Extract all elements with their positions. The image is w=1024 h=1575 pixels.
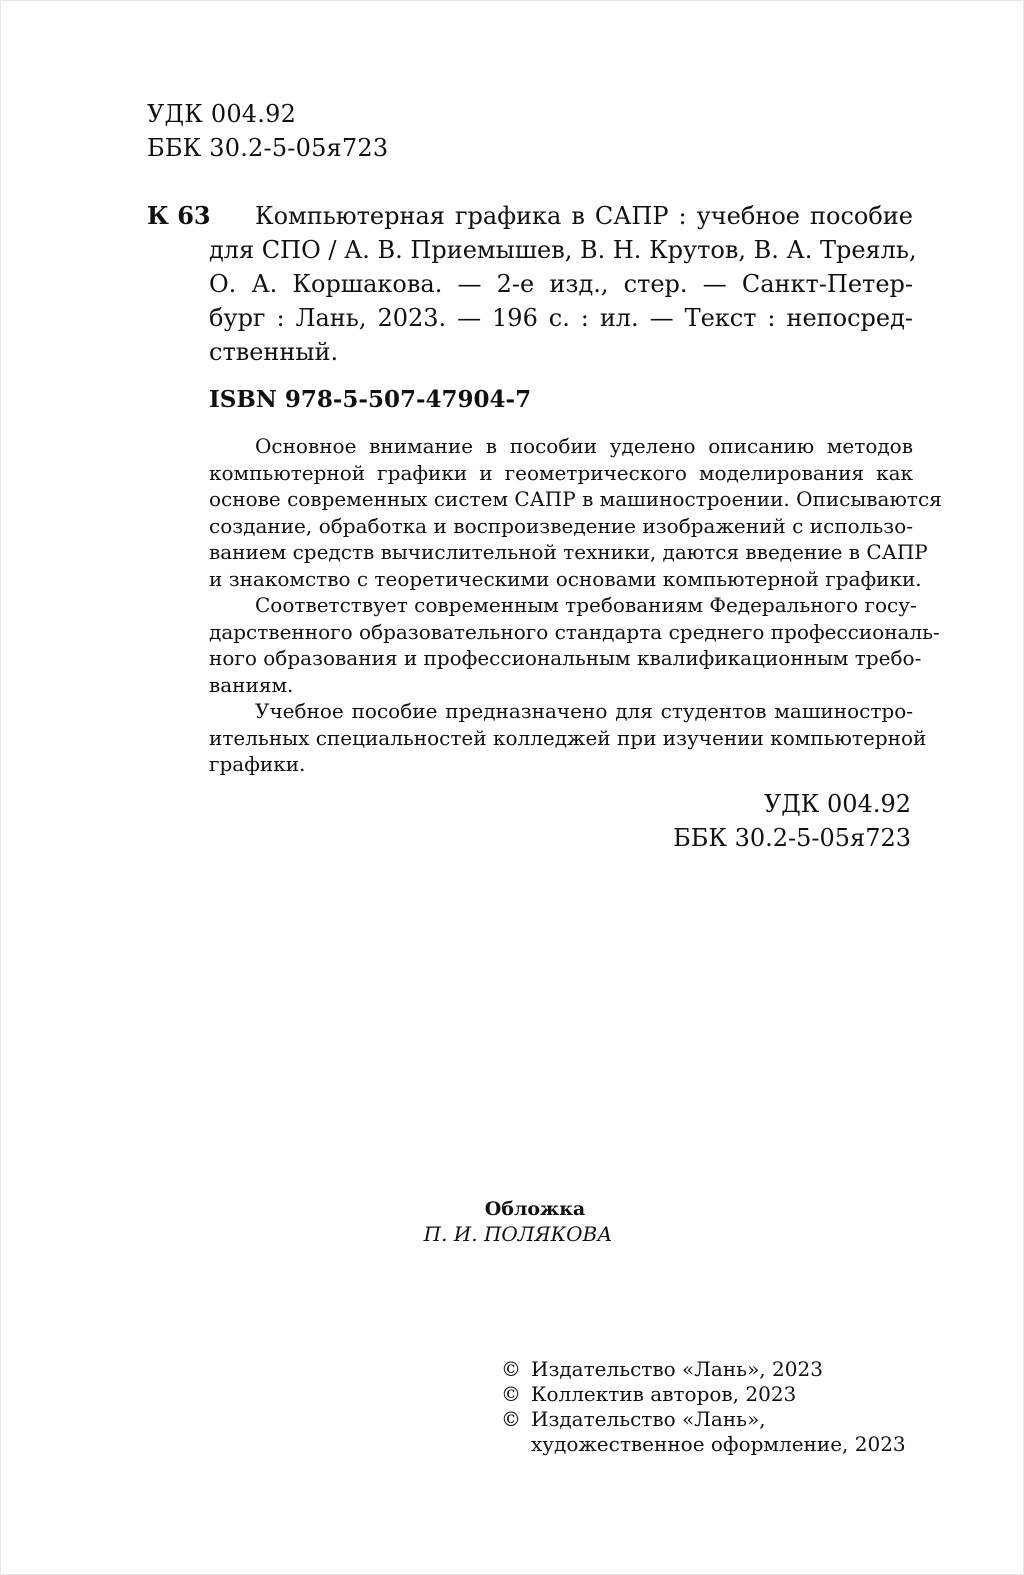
copyright-text: Коллектив авторов, 2023 (531, 1382, 797, 1406)
copyright-icon: © (501, 1382, 521, 1406)
abstract-line: основе современных систем САПР в машиностроении. Описываются (209, 487, 942, 511)
cover-credit (1, 1197, 1024, 1247)
copyright-text-continuation: художественное оформление, 2023 (531, 1432, 906, 1456)
udk-code: УДК 004.92 (147, 100, 297, 128)
abstract (209, 433, 942, 778)
udk-code: УДК 004.92 (763, 790, 911, 818)
abstract-line: ного образования и профессиональным квалификационным требо- (209, 646, 922, 670)
description-line: О. А. Коршакова. — 2-е изд., стер. — Санкт-Петер- (209, 270, 913, 298)
abstract-line: дарственного образовательного стандарта среднего профессиональ- (209, 619, 940, 644)
copyright-line (501, 1407, 906, 1432)
copyright-line (501, 1357, 906, 1382)
abstract-line: создание, обработка и воспроизведение изображений с использо- (209, 513, 913, 538)
isbn: ISBN 978-5-507-47904-7 (209, 386, 532, 413)
description-line: бург : Лань, 2023. — 196 с. : ил. — Текст : непосред- (209, 304, 913, 332)
abstract-line: и знакомство с теоретическими основами компьютерной графики. (209, 566, 922, 591)
abstract-line: Соответствует современным требованиям Федерального госу- (255, 593, 917, 617)
abstract-line: Основное внимание в пособии уделено описанию методов (255, 434, 913, 458)
bbk-code: ББК 30.2-5-05я723 (673, 824, 911, 852)
bbk-code: ББК 30.2-5-05я723 (147, 134, 389, 162)
copyright-block (501, 1357, 906, 1457)
description-line: для СПО / А. В. Приемышев, В. Н. Крутов, В. А. Треяль, (209, 236, 917, 264)
copyright-text: Издательство «Лань», (531, 1407, 766, 1431)
copyright-icon: © (501, 1407, 521, 1431)
abstract-line: ванием средств вычислительной техники, даются введение в САПР (209, 540, 928, 564)
classification-header (147, 97, 388, 165)
bibliographic-description (209, 199, 917, 369)
author-mark: К 63 (147, 201, 211, 230)
description-line: Компьютерная графика в САПР : учебное пособие (255, 202, 913, 230)
abstract-line: компьютерной графики и геометрического моделирования как (209, 460, 913, 485)
cover-designer-name: П. И. ПОЛЯКОВА (423, 1222, 613, 1246)
abstract-line: Учебное пособие предназначено для студентов машиностро- (255, 699, 913, 723)
copyright-line (501, 1382, 906, 1407)
abstract-line: ительных специальностей колледжей при изучении компьютерной (209, 725, 927, 750)
cover-label: Обложка (484, 1198, 586, 1220)
copyright-text: Издательство «Лань», 2023 (531, 1357, 823, 1381)
copyright-icon: © (501, 1357, 521, 1381)
description-line: ственный. (209, 338, 339, 366)
abstract-line: графики. (209, 752, 306, 776)
abstract-line: ваниям. (209, 672, 294, 697)
classification-footer (673, 787, 911, 855)
